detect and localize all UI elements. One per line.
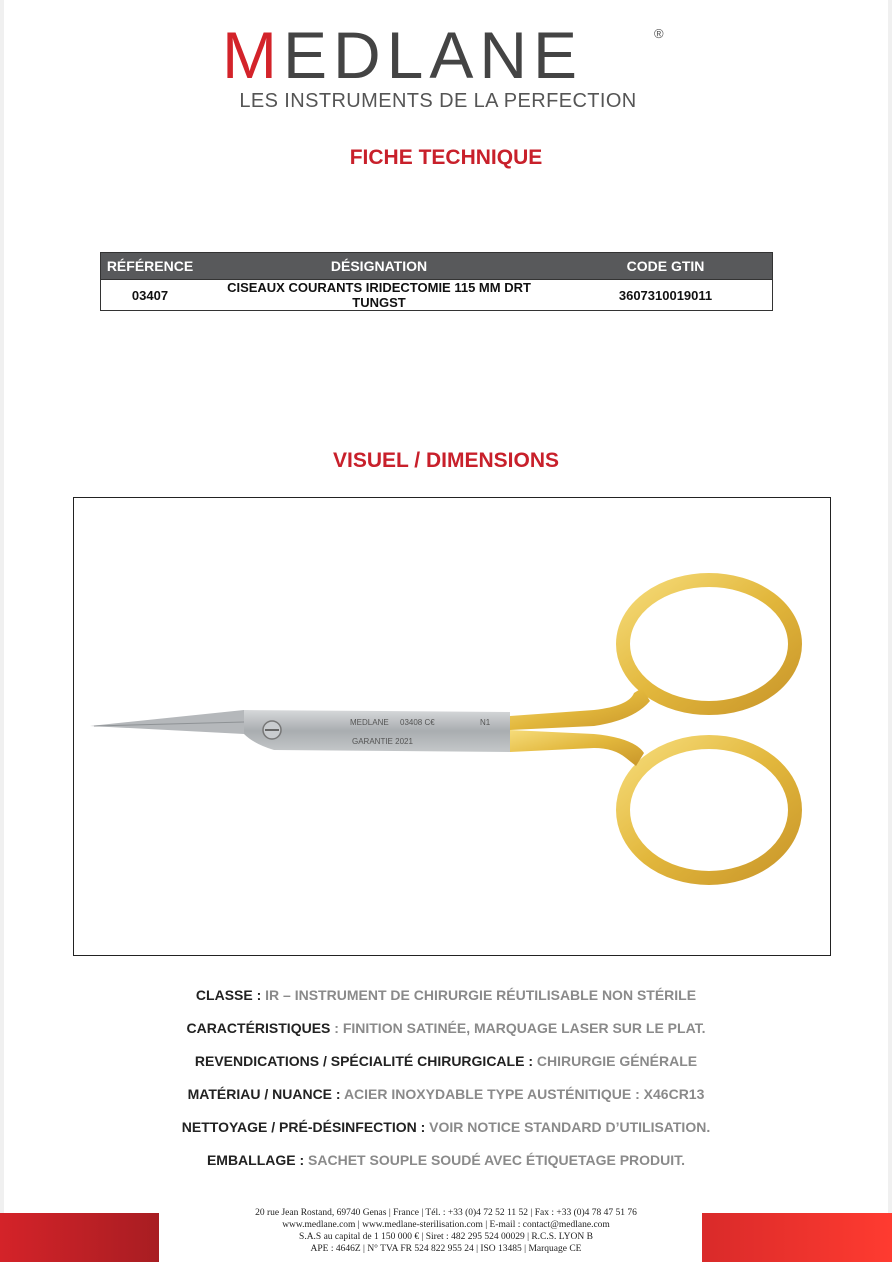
upper-gold-shank: [510, 688, 650, 730]
logo-letters-rest: EDLANE: [282, 18, 584, 92]
cell-gtin: 3607310019011: [559, 280, 773, 311]
visuel-dimensions-title: VISUEL / DIMENSIONS: [333, 449, 559, 472]
spec-list: [0, 987, 892, 1185]
spec-value: CHIRURGIE GÉNÉRALE: [532, 1053, 698, 1069]
logo-wordmark: [222, 18, 584, 92]
reference-table: [100, 252, 773, 311]
registered-mark: ®: [654, 26, 664, 41]
footer-red-bar-right: [702, 1213, 892, 1262]
brand-tagline: LES INSTRUMENTS DE LA PERFECTION: [239, 90, 637, 112]
spec-nettoyage: [0, 1119, 892, 1152]
lower-gold-shank: [510, 730, 644, 766]
logo-letter-m: M: [222, 18, 283, 92]
upper-finger-ring: [623, 580, 795, 708]
col-header-designation: DÉSIGNATION: [199, 253, 559, 280]
spec-revendications: [0, 1053, 892, 1086]
col-header-reference: RÉFÉRENCE: [101, 253, 200, 280]
spec-value: SACHET SOUPLE SOUDÉ AVEC ÉTIQUETAGE PRODUIT.: [304, 1152, 686, 1168]
spec-materiau: [0, 1086, 892, 1119]
table-header-row: [101, 253, 773, 280]
engraving-warranty: GARANTIE 2021: [352, 737, 413, 746]
spec-label: REVENDICATIONS / SPÉCIALITÉ CHIRURGICALE :: [194, 1053, 533, 1069]
spec-caracteristiques: [0, 1020, 892, 1053]
col-header-gtin: CODE GTIN: [559, 253, 773, 280]
fiche-technique-title: FICHE TECHNIQUE: [349, 146, 543, 169]
engraving-brand: MEDLANE: [350, 718, 389, 727]
engraving-code: 03408 C€: [400, 718, 435, 727]
spec-label: CARACTÉRISTIQUES: [186, 1020, 331, 1036]
blade-tip: [90, 710, 244, 734]
table-row: [101, 280, 773, 311]
product-visual-frame: [73, 497, 831, 956]
medlane-logo: [218, 18, 674, 117]
spec-value: : FINITION SATINÉE, MARQUAGE LASER SUR LE PLAT.: [330, 1020, 706, 1036]
spec-value: VOIR NOTICE STANDARD D’UTILISATION.: [425, 1119, 711, 1135]
spec-label: MATÉRIAU / NUANCE :: [187, 1086, 341, 1102]
spec-classe: [0, 987, 892, 1020]
spec-value: ACIER INOXYDABLE TYPE AUSTÉNITIQUE : X46CR13: [340, 1086, 705, 1102]
footer-contact: [200, 1207, 692, 1255]
spec-label: CLASSE :: [195, 987, 262, 1003]
spec-emballage: [0, 1152, 892, 1185]
engraving-n1: N1: [480, 718, 491, 727]
lower-finger-ring: [623, 742, 795, 878]
footer-registration: APE : 4646Z | N° TVA FR 524 822 955 24 | ISO 13485 | Marquage CE: [310, 1244, 582, 1254]
spec-value: IR – INSTRUMENT DE CHIRURGIE RÉUTILISABLE NON STÉRILE: [261, 987, 697, 1003]
cell-reference: 03407: [101, 280, 200, 311]
scissors-illustration: [74, 498, 830, 955]
footer-red-bar-left: [0, 1213, 159, 1262]
cell-designation: CISEAUX COURANTS IRIDECTOMIE 115 MM DRT TUNGST: [199, 280, 559, 311]
footer-legal: S.A.S au capital de 1 150 000 € | Siret : 482 295 524 00029 | R.C.S. LYON B: [299, 1232, 593, 1242]
footer-web: www.medlane.com | www.medlane-sterilisation.com | E-mail : contact@medlane.com: [282, 1220, 610, 1230]
spec-label: NETTOYAGE / PRÉ-DÉSINFECTION :: [181, 1119, 426, 1135]
spec-label: EMBALLAGE :: [206, 1152, 305, 1168]
footer-address: 20 rue Jean Rostand, 69740 Genas | France | Tél. : +33 (0)4 72 52 11 52 | Fax : +33 (0)4 78 47 51 76: [255, 1208, 637, 1218]
